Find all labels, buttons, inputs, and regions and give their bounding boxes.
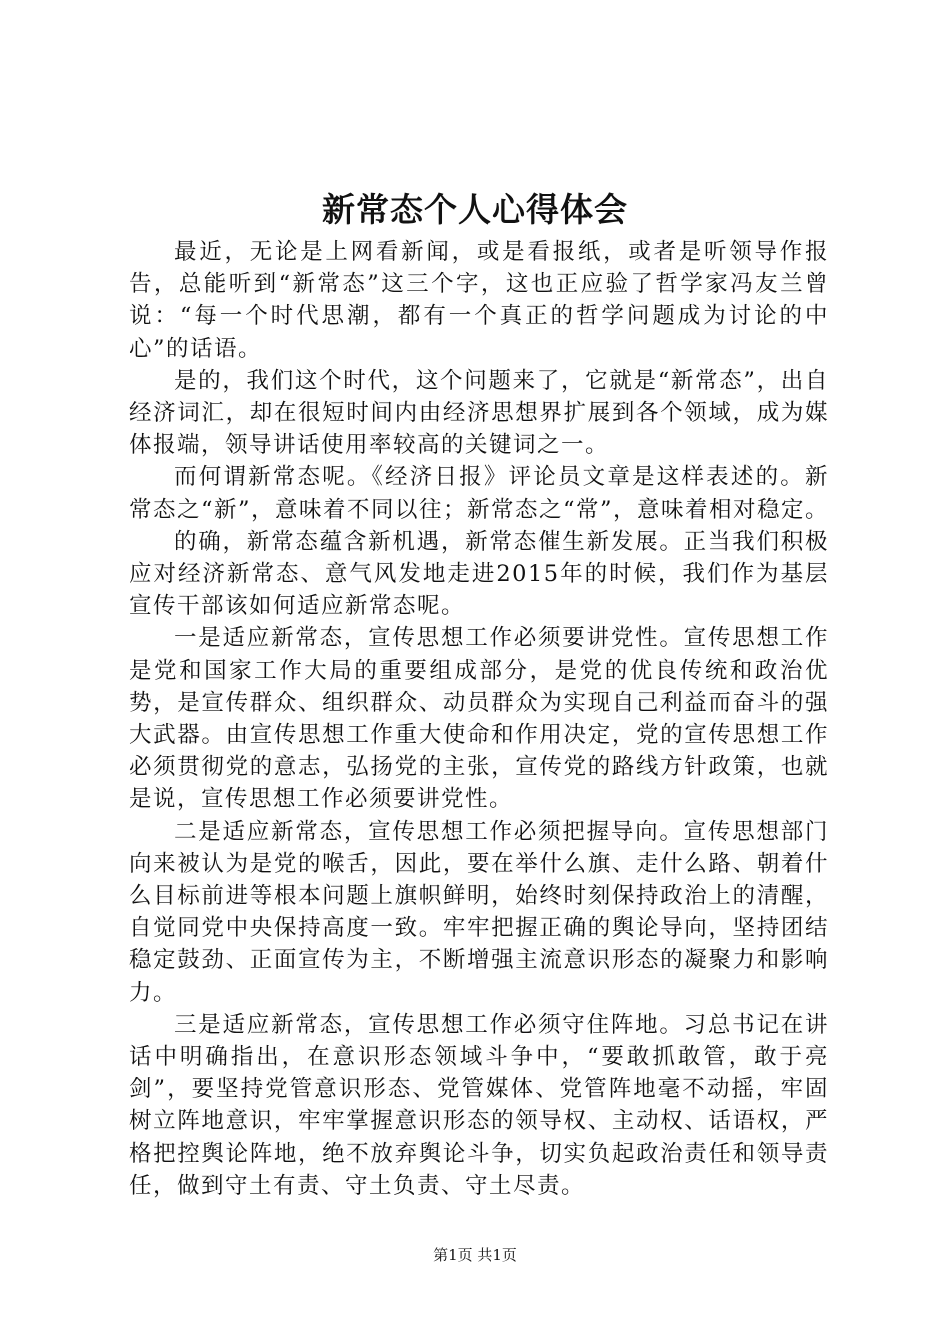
page-number-footer: 第1页 共1页 xyxy=(433,1246,517,1264)
paragraph-point-one: 一是适应新常态，宣传思想工作必须要讲党性。宣传思想工作是党和国家工作大局的重要组成部分，是党的优良传统和政治优势，是宣传群众、组织群众、动员群众为实现自己利益而奋斗的强大武器。由宣传思想工作重大使命和作用决定，党的宣传思想工作必须贯彻党的意志，弘扬党的主张，宣传党的路线方针政策，也就是说，宣传思想工作必须要讲党性。 xyxy=(129,625,829,813)
paragraph-definition: 而何谓新常态呢。《经济日报》评论员文章是这样表述的。新常态之“新”，意味着不同以往；新常态之“常”，意味着相对稳定。 xyxy=(129,464,830,523)
document-body xyxy=(129,236,829,1202)
page-title: 新常态个人心得体会 xyxy=(322,190,628,229)
paragraph-intro: 最近，无论是上网看新闻，或是看报纸，或者是听领导作报告，总能听到“新常态”这三个字，这也正应验了哲学家冯友兰曾说：“每一个时代思潮，都有一个真正的哲学问题成为讨论的中心”的话语。 xyxy=(129,239,829,362)
paragraph-new-normal-origin: 是的，我们这个时代，这个问题来了，它就是“新常态”，出自经济词汇，却在很短时间内由经济思想界扩展到各个领域，成为媒体报端，领导讲话使用率较高的关键词之一。 xyxy=(129,367,829,459)
paragraph-point-two: 二是适应新常态，宣传思想工作必须把握导向。宣传思想部门向来被认为是党的喉舌，因此，要在举什么旗、走什么路、朝着什么目标前进等根本问题上旗帜鲜明，始终时刻保持政治上的清醒，自觉同党中央保持高度一致。牢牢把握正确的舆论导向，坚持团结稳定鼓劲、正面宣传为主，不断增强主流意识形态的凝聚力和影响力。 xyxy=(129,818,829,1006)
paragraph-question: 的确，新常态蕴含新机遇，新常态催生新发展。正当我们积极应对经济新常态、意气风发地走进2015年的时候，我们作为基层宣传干部该如何适应新常态呢。 xyxy=(129,528,829,620)
paragraph-point-three: 三是适应新常态，宣传思想工作必须守住阵地。习总书记在讲话中明确指出，在意识形态领域斗争中，“要敢抓敢管，敢于亮剑”，要坚持党管意识形态、党管媒体、党管阵地毫不动摇，牢固树立阵地意识，牢牢掌握意识形态的领导权、主动权、话语权，严格把控舆论阵地，绝不放弃舆论斗争，切实负起政治责任和领导责任，做到守土有责、守土负责、守土尽责。 xyxy=(129,1011,829,1199)
